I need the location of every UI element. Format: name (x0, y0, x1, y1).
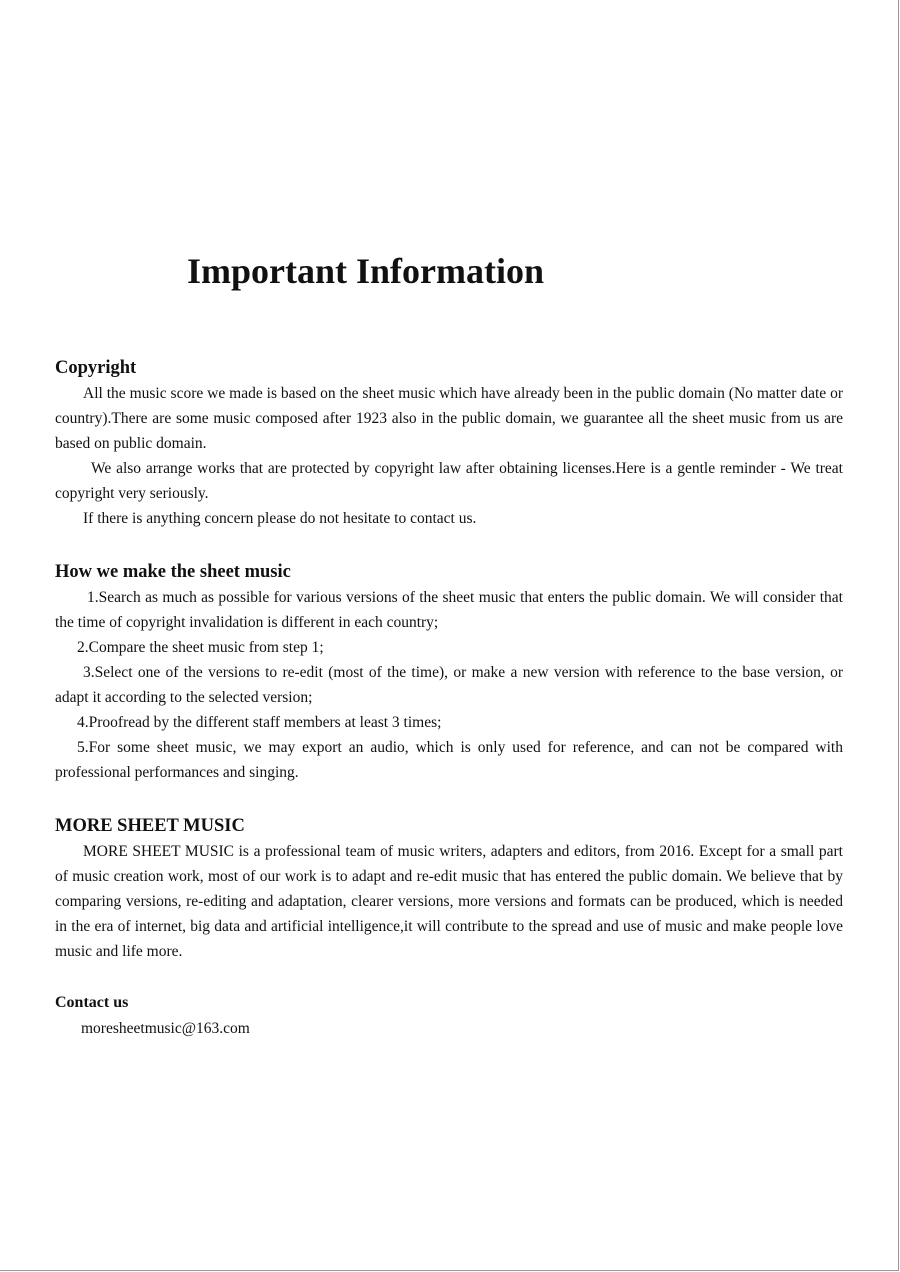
more-sheet-music-section (55, 813, 843, 964)
copyright-paragraph-3: If there is anything concern please do not hesitate to contact us. (83, 510, 477, 527)
how-we-make-section (55, 559, 843, 785)
copyright-paragraph-2: We also arrange works that are protected by copyright law after obtaining licenses.Here is a gentle reminder - We treat copyright very seriously. (55, 460, 843, 502)
how-step-5: 5.For some sheet music, we may export an audio, which is only used for reference, and can not be compared with professional performances and singing. (55, 739, 843, 781)
copyright-section (55, 355, 843, 531)
how-step-3: 3.Select one of the versions to re-edit (most of the time), or make a new version with reference to the base version, or adapt it according to the selected version; (55, 664, 843, 706)
more-sheet-music-paragraph: MORE SHEET MUSIC is a professional team of music writers, adapters and editors, from 2016. Except for a small part of music creation work, most of our work is to adapt and re-edit music that has entered the public domain. We believe that by comparing versions, re-editing and adaptation, clearer versions, more versions and formats can be produced, which is needed in the era of internet, big data and artificial intelligence,it will contribute to the spread and use of music and make people love music and life more. (55, 843, 843, 960)
copyright-paragraph-1: All the music score we made is based on the sheet music which have already been in the public domain (No matter date or country).There are some music composed after 1923 also in the public domain, we guarantee all the sheet music from us are based on public domain. (55, 385, 843, 452)
contact-email: moresheetmusic@163.com (81, 1020, 250, 1037)
contact-section (55, 990, 843, 1041)
more-sheet-music-heading: MORE SHEET MUSIC (55, 816, 245, 836)
how-step-4: 4.Proofread by the different staff members at least 3 times; (77, 714, 442, 731)
how-step-1: 1.Search as much as possible for various versions of the sheet music that enters the public domain. We will consider that the time of copyright invalidation is different in each country; (55, 589, 843, 631)
copyright-heading: Copyright (55, 358, 137, 378)
how-step-2: 2.Compare the sheet music from step 1; (77, 639, 324, 656)
page-title: Important Information (187, 251, 544, 291)
how-we-make-heading: How we make the sheet music (55, 562, 291, 582)
contact-heading: Contact us (55, 994, 129, 1011)
